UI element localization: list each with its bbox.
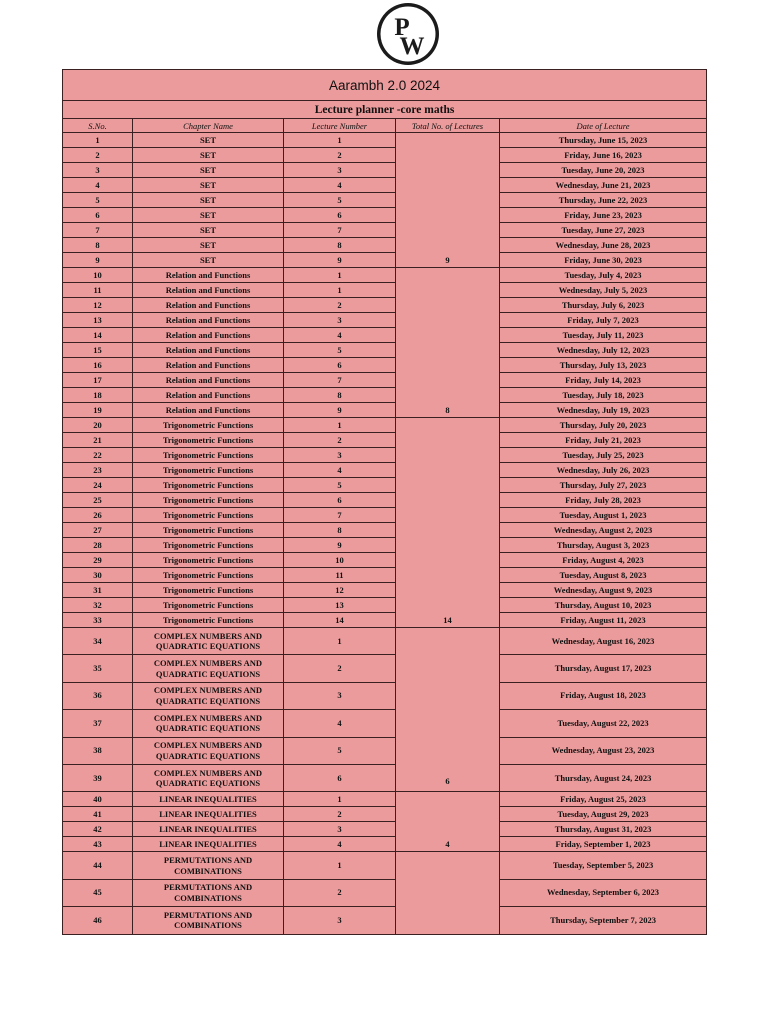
lecture-date-cell: Wednesday, August 2, 2023 xyxy=(500,523,707,538)
serial-number-cell: 13 xyxy=(63,313,133,328)
lecture-date-cell: Thursday, June 15, 2023 xyxy=(500,133,707,148)
serial-number-cell: 9 xyxy=(63,253,133,268)
table-row xyxy=(63,493,707,508)
lecture-date-cell: Wednesday, June 21, 2023 xyxy=(500,178,707,193)
chapter-name-cell: PERMUTATIONS AND COMBINATIONS xyxy=(133,852,284,879)
lecture-number-cell: 10 xyxy=(284,553,396,568)
chapter-name-cell: Relation and Functions xyxy=(133,358,284,373)
lecture-date-cell: Thursday, July 13, 2023 xyxy=(500,358,707,373)
serial-number-cell: 15 xyxy=(63,343,133,358)
lecture-number-cell: 5 xyxy=(284,193,396,208)
table-row xyxy=(63,807,707,822)
lecture-date-cell: Tuesday, August 8, 2023 xyxy=(500,568,707,583)
total-lectures-cell: 14 xyxy=(396,418,500,628)
chapter-name-cell: LINEAR INEQUALITIES xyxy=(133,807,284,822)
chapter-name-cell: SET xyxy=(133,238,284,253)
table-row xyxy=(63,568,707,583)
serial-number-cell: 18 xyxy=(63,388,133,403)
serial-number-cell: 29 xyxy=(63,553,133,568)
lecture-number-cell: 1 xyxy=(284,852,396,879)
lecture-date-cell: Tuesday, September 5, 2023 xyxy=(500,852,707,879)
table-row xyxy=(63,907,707,934)
serial-number-cell: 25 xyxy=(63,493,133,508)
chapter-name-cell: Trigonometric Functions xyxy=(133,433,284,448)
serial-number-cell: 27 xyxy=(63,523,133,538)
serial-number-cell: 24 xyxy=(63,478,133,493)
lecture-date-cell: Wednesday, September 6, 2023 xyxy=(500,879,707,906)
lecture-number-cell: 6 xyxy=(284,493,396,508)
table-row xyxy=(63,538,707,553)
lecture-date-cell: Friday, August 11, 2023 xyxy=(500,613,707,628)
table-row xyxy=(63,879,707,906)
lecture-number-cell: 6 xyxy=(284,764,396,791)
lecture-number-cell: 1 xyxy=(284,268,396,283)
column-header-total-lectures: Total No. of Lectures xyxy=(396,119,500,133)
chapter-name-cell: SET xyxy=(133,223,284,238)
chapter-name-cell: SET xyxy=(133,148,284,163)
serial-number-cell: 28 xyxy=(63,538,133,553)
lecture-date-cell: Thursday, August 17, 2023 xyxy=(500,655,707,682)
chapter-name-cell: Trigonometric Functions xyxy=(133,568,284,583)
lecture-number-cell: 14 xyxy=(284,613,396,628)
pw-logo xyxy=(376,2,440,66)
chapter-name-cell: Trigonometric Functions xyxy=(133,463,284,478)
lecture-date-cell: Friday, August 25, 2023 xyxy=(500,792,707,807)
lecture-number-cell: 3 xyxy=(284,448,396,463)
chapter-name-cell: Trigonometric Functions xyxy=(133,613,284,628)
lecture-date-cell: Wednesday, August 23, 2023 xyxy=(500,737,707,764)
table-row xyxy=(63,583,707,598)
table-row xyxy=(63,737,707,764)
chapter-name-cell: COMPLEX NUMBERS AND QUADRATIC EQUATIONS xyxy=(133,628,284,655)
table-row xyxy=(63,792,707,807)
chapter-name-cell: Relation and Functions xyxy=(133,373,284,388)
serial-number-cell: 39 xyxy=(63,764,133,791)
lecture-number-cell: 6 xyxy=(284,208,396,223)
serial-number-cell: 46 xyxy=(63,907,133,934)
lecture-number-cell: 3 xyxy=(284,907,396,934)
chapter-name-cell: SET xyxy=(133,178,284,193)
serial-number-cell: 19 xyxy=(63,403,133,418)
lecture-number-cell: 13 xyxy=(284,598,396,613)
serial-number-cell: 10 xyxy=(63,268,133,283)
lecture-date-cell: Tuesday, July 4, 2023 xyxy=(500,268,707,283)
lecture-date-cell: Thursday, July 20, 2023 xyxy=(500,418,707,433)
chapter-name-cell: COMPLEX NUMBERS AND QUADRATIC EQUATIONS xyxy=(133,655,284,682)
lecture-date-cell: Friday, August 18, 2023 xyxy=(500,682,707,709)
lecture-number-cell: 8 xyxy=(284,238,396,253)
table-row xyxy=(63,852,707,879)
serial-number-cell: 22 xyxy=(63,448,133,463)
lecture-number-cell: 3 xyxy=(284,163,396,178)
chapter-name-cell: Relation and Functions xyxy=(133,343,284,358)
lecture-number-cell: 6 xyxy=(284,358,396,373)
logo-letter-w: W xyxy=(399,33,425,60)
lecture-number-cell: 3 xyxy=(284,682,396,709)
lecture-date-cell: Tuesday, August 1, 2023 xyxy=(500,508,707,523)
serial-number-cell: 35 xyxy=(63,655,133,682)
lecture-date-cell: Friday, June 23, 2023 xyxy=(500,208,707,223)
serial-number-cell: 5 xyxy=(63,193,133,208)
serial-number-cell: 8 xyxy=(63,238,133,253)
chapter-name-cell: Trigonometric Functions xyxy=(133,583,284,598)
serial-number-cell: 44 xyxy=(63,852,133,879)
lecture-number-cell: 4 xyxy=(284,837,396,852)
lecture-date-cell: Tuesday, June 20, 2023 xyxy=(500,163,707,178)
lecture-number-cell: 1 xyxy=(284,418,396,433)
table-row xyxy=(63,343,707,358)
serial-number-cell: 43 xyxy=(63,837,133,852)
lecture-number-cell: 5 xyxy=(284,737,396,764)
lecture-date-cell: Thursday, July 27, 2023 xyxy=(500,478,707,493)
lecture-number-cell: 4 xyxy=(284,178,396,193)
chapter-name-cell: Trigonometric Functions xyxy=(133,493,284,508)
lecture-date-cell: Tuesday, July 18, 2023 xyxy=(500,388,707,403)
lecture-date-cell: Wednesday, June 28, 2023 xyxy=(500,238,707,253)
lecture-number-cell: 1 xyxy=(284,628,396,655)
table-row xyxy=(63,268,707,283)
page-title: Aarambh 2.0 2024 xyxy=(63,70,707,101)
chapter-name-cell: COMPLEX NUMBERS AND QUADRATIC EQUATIONS xyxy=(133,710,284,737)
lecture-date-cell: Friday, July 7, 2023 xyxy=(500,313,707,328)
lecture-number-cell: 8 xyxy=(284,523,396,538)
serial-number-cell: 11 xyxy=(63,283,133,298)
lecture-date-cell: Thursday, September 7, 2023 xyxy=(500,907,707,934)
serial-number-cell: 32 xyxy=(63,598,133,613)
lecture-planner-table xyxy=(62,69,707,935)
lecture-date-cell: Tuesday, July 11, 2023 xyxy=(500,328,707,343)
lecture-number-cell: 3 xyxy=(284,313,396,328)
chapter-name-cell: Trigonometric Functions xyxy=(133,478,284,493)
lecture-number-cell: 7 xyxy=(284,373,396,388)
lecture-number-cell: 4 xyxy=(284,710,396,737)
planner-subtitle: Lecture planner -core maths xyxy=(63,101,707,119)
chapter-name-cell: PERMUTATIONS AND COMBINATIONS xyxy=(133,907,284,934)
table-row xyxy=(63,403,707,418)
serial-number-cell: 42 xyxy=(63,822,133,837)
chapter-name-cell: COMPLEX NUMBERS AND QUADRATIC EQUATIONS xyxy=(133,764,284,791)
lecture-date-cell: Friday, September 1, 2023 xyxy=(500,837,707,852)
serial-number-cell: 37 xyxy=(63,710,133,737)
table-row xyxy=(63,448,707,463)
serial-number-cell: 16 xyxy=(63,358,133,373)
table-row xyxy=(63,313,707,328)
table-row xyxy=(63,208,707,223)
column-header-date: Date of Lecture xyxy=(500,119,707,133)
lecture-number-cell: 2 xyxy=(284,148,396,163)
lecture-number-cell: 3 xyxy=(284,822,396,837)
table-row xyxy=(63,553,707,568)
lecture-date-cell: Tuesday, June 27, 2023 xyxy=(500,223,707,238)
lecture-date-cell: Wednesday, July 19, 2023 xyxy=(500,403,707,418)
chapter-name-cell: Trigonometric Functions xyxy=(133,448,284,463)
chapter-name-cell: SET xyxy=(133,163,284,178)
table-row xyxy=(63,764,707,791)
table-row xyxy=(63,178,707,193)
table-row xyxy=(63,655,707,682)
lecture-number-cell: 2 xyxy=(284,807,396,822)
chapter-name-cell: Relation and Functions xyxy=(133,403,284,418)
lecture-number-cell: 11 xyxy=(284,568,396,583)
lecture-number-cell: 1 xyxy=(284,133,396,148)
serial-number-cell: 20 xyxy=(63,418,133,433)
table-row xyxy=(63,298,707,313)
table-row xyxy=(63,682,707,709)
lecture-date-cell: Wednesday, July 12, 2023 xyxy=(500,343,707,358)
lecture-date-cell: Wednesday, July 5, 2023 xyxy=(500,283,707,298)
lecture-date-cell: Wednesday, August 16, 2023 xyxy=(500,628,707,655)
chapter-name-cell: LINEAR INEQUALITIES xyxy=(133,822,284,837)
total-lectures-cell: 9 xyxy=(396,133,500,268)
serial-number-cell: 34 xyxy=(63,628,133,655)
chapter-name-cell: Trigonometric Functions xyxy=(133,418,284,433)
lecture-number-cell: 5 xyxy=(284,478,396,493)
lecture-number-cell: 1 xyxy=(284,283,396,298)
chapter-name-cell: SET xyxy=(133,133,284,148)
lecture-number-cell: 4 xyxy=(284,463,396,478)
lecture-number-cell: 7 xyxy=(284,223,396,238)
chapter-name-cell: Trigonometric Functions xyxy=(133,508,284,523)
table-row xyxy=(63,253,707,268)
chapter-name-cell: PERMUTATIONS AND COMBINATIONS xyxy=(133,879,284,906)
table-row xyxy=(63,373,707,388)
table-row xyxy=(63,328,707,343)
logo-letter-p: P xyxy=(394,14,410,41)
table-row xyxy=(63,463,707,478)
lecture-date-cell: Thursday, July 6, 2023 xyxy=(500,298,707,313)
lecture-number-cell: 1 xyxy=(284,792,396,807)
lecture-number-cell: 9 xyxy=(284,253,396,268)
table-row xyxy=(63,193,707,208)
lecture-date-cell: Tuesday, August 22, 2023 xyxy=(500,710,707,737)
table-row xyxy=(63,478,707,493)
serial-number-cell: 14 xyxy=(63,328,133,343)
serial-number-cell: 26 xyxy=(63,508,133,523)
table-row xyxy=(63,148,707,163)
chapter-name-cell: COMPLEX NUMBERS AND QUADRATIC EQUATIONS xyxy=(133,737,284,764)
table-row xyxy=(63,710,707,737)
table-row xyxy=(63,283,707,298)
table-row xyxy=(63,508,707,523)
lecture-date-cell: Friday, June 30, 2023 xyxy=(500,253,707,268)
table-body xyxy=(63,133,707,935)
lecture-date-cell: Thursday, August 3, 2023 xyxy=(500,538,707,553)
table-row xyxy=(63,628,707,655)
chapter-name-cell: SET xyxy=(133,208,284,223)
serial-number-cell: 40 xyxy=(63,792,133,807)
chapter-name-cell: SET xyxy=(133,193,284,208)
table-row xyxy=(63,163,707,178)
serial-number-cell: 1 xyxy=(63,133,133,148)
lecture-date-cell: Thursday, August 31, 2023 xyxy=(500,822,707,837)
serial-number-cell: 3 xyxy=(63,163,133,178)
lecture-number-cell: 5 xyxy=(284,343,396,358)
total-lectures-cell: 8 xyxy=(396,268,500,418)
serial-number-cell: 45 xyxy=(63,879,133,906)
table-row xyxy=(63,238,707,253)
lecture-date-cell: Friday, July 28, 2023 xyxy=(500,493,707,508)
lecture-date-cell: Thursday, August 10, 2023 xyxy=(500,598,707,613)
chapter-name-cell: LINEAR INEQUALITIES xyxy=(133,837,284,852)
chapter-name-cell: COMPLEX NUMBERS AND QUADRATIC EQUATIONS xyxy=(133,682,284,709)
table-row xyxy=(63,133,707,148)
lecture-number-cell: 12 xyxy=(284,583,396,598)
lecture-date-cell: Thursday, August 24, 2023 xyxy=(500,764,707,791)
total-lectures-cell xyxy=(396,852,500,934)
serial-number-cell: 36 xyxy=(63,682,133,709)
table-header-row xyxy=(63,119,707,133)
total-lectures-cell: 6 xyxy=(396,628,500,792)
lecture-number-cell: 4 xyxy=(284,328,396,343)
serial-number-cell: 38 xyxy=(63,737,133,764)
lecture-date-cell: Thursday, June 22, 2023 xyxy=(500,193,707,208)
chapter-name-cell: Relation and Functions xyxy=(133,268,284,283)
lecture-date-cell: Friday, July 21, 2023 xyxy=(500,433,707,448)
serial-number-cell: 31 xyxy=(63,583,133,598)
lecture-date-cell: Friday, June 16, 2023 xyxy=(500,148,707,163)
chapter-name-cell: Trigonometric Functions xyxy=(133,538,284,553)
serial-number-cell: 12 xyxy=(63,298,133,313)
chapter-name-cell: SET xyxy=(133,253,284,268)
lecture-date-cell: Wednesday, July 26, 2023 xyxy=(500,463,707,478)
lecture-date-cell: Friday, August 4, 2023 xyxy=(500,553,707,568)
lecture-date-cell: Friday, July 14, 2023 xyxy=(500,373,707,388)
lecture-number-cell: 2 xyxy=(284,879,396,906)
table-row xyxy=(63,223,707,238)
table-row xyxy=(63,523,707,538)
lecture-number-cell: 2 xyxy=(284,298,396,313)
serial-number-cell: 41 xyxy=(63,807,133,822)
lecture-number-cell: 9 xyxy=(284,538,396,553)
serial-number-cell: 30 xyxy=(63,568,133,583)
serial-number-cell: 21 xyxy=(63,433,133,448)
lecture-number-cell: 7 xyxy=(284,508,396,523)
chapter-name-cell: LINEAR INEQUALITIES xyxy=(133,792,284,807)
column-header-sno: S.No. xyxy=(63,119,133,133)
serial-number-cell: 7 xyxy=(63,223,133,238)
chapter-name-cell: Relation and Functions xyxy=(133,328,284,343)
table-row xyxy=(63,418,707,433)
lecture-number-cell: 8 xyxy=(284,388,396,403)
chapter-name-cell: Trigonometric Functions xyxy=(133,598,284,613)
table-row xyxy=(63,613,707,628)
chapter-name-cell: Relation and Functions xyxy=(133,313,284,328)
chapter-name-cell: Relation and Functions xyxy=(133,388,284,403)
serial-number-cell: 17 xyxy=(63,373,133,388)
chapter-name-cell: Relation and Functions xyxy=(133,298,284,313)
lecture-date-cell: Tuesday, August 29, 2023 xyxy=(500,807,707,822)
column-header-chapter: Chapter Name xyxy=(133,119,284,133)
column-header-lecture-number: Lecture Number xyxy=(284,119,396,133)
serial-number-cell: 6 xyxy=(63,208,133,223)
total-lectures-cell: 4 xyxy=(396,792,500,852)
table-row xyxy=(63,837,707,852)
lecture-date-cell: Wednesday, August 9, 2023 xyxy=(500,583,707,598)
serial-number-cell: 33 xyxy=(63,613,133,628)
table-row xyxy=(63,598,707,613)
table-row xyxy=(63,358,707,373)
lecture-number-cell: 2 xyxy=(284,433,396,448)
table-row xyxy=(63,822,707,837)
chapter-name-cell: Trigonometric Functions xyxy=(133,553,284,568)
lecture-date-cell: Tuesday, July 25, 2023 xyxy=(500,448,707,463)
serial-number-cell: 23 xyxy=(63,463,133,478)
table-row xyxy=(63,433,707,448)
chapter-name-cell: Trigonometric Functions xyxy=(133,523,284,538)
table-row xyxy=(63,388,707,403)
serial-number-cell: 4 xyxy=(63,178,133,193)
lecture-number-cell: 2 xyxy=(284,655,396,682)
lecture-number-cell: 9 xyxy=(284,403,396,418)
chapter-name-cell: Relation and Functions xyxy=(133,283,284,298)
serial-number-cell: 2 xyxy=(63,148,133,163)
